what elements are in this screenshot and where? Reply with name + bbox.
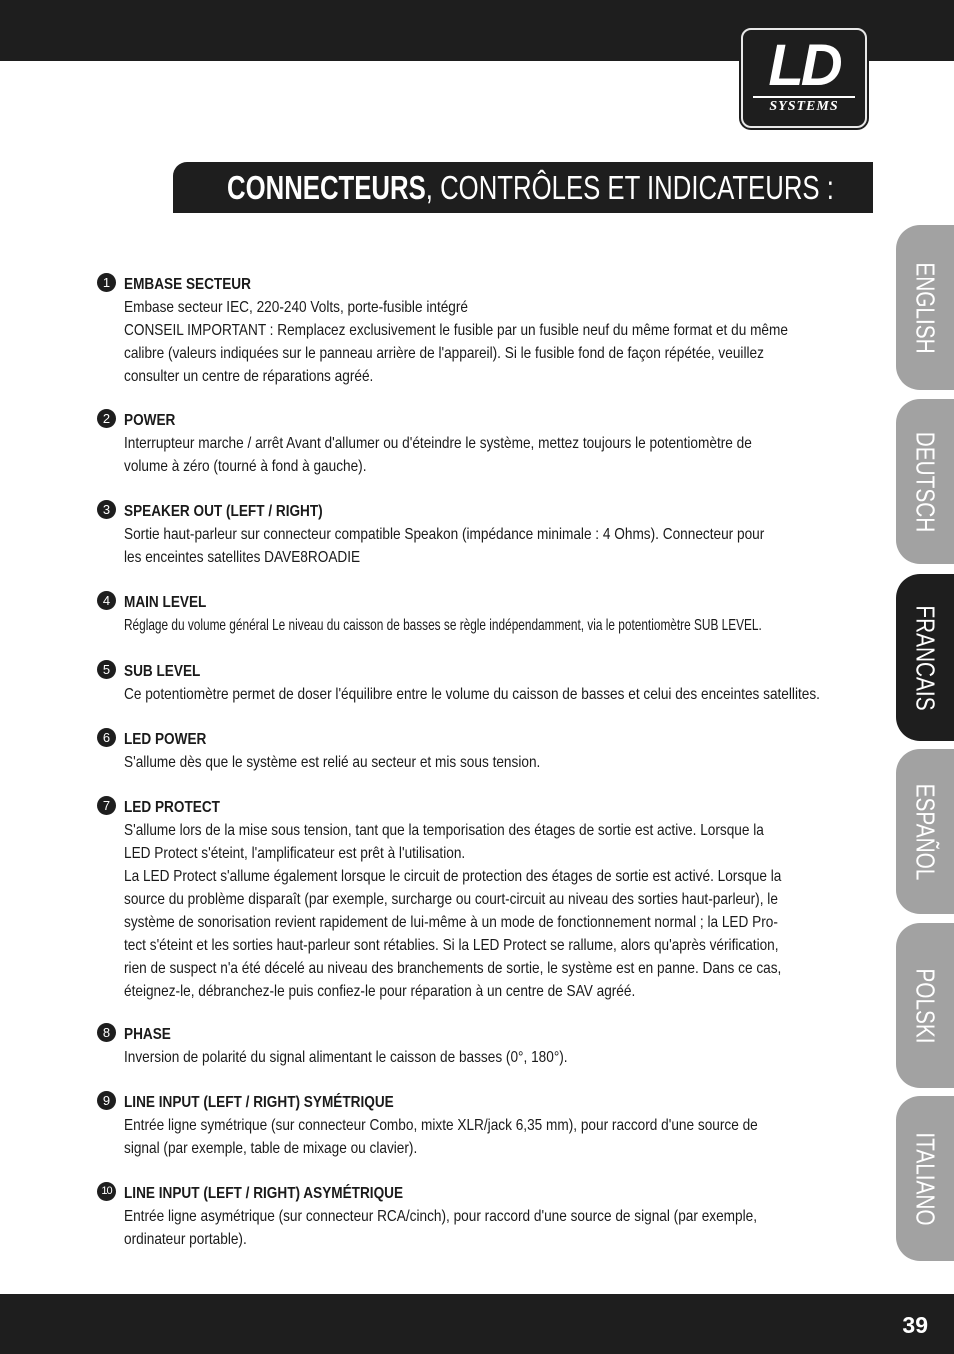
tab-label: ITALIANO <box>910 1131 941 1226</box>
page-title <box>227 162 834 213</box>
section-item <box>97 728 894 774</box>
section-title: POWER <box>124 412 176 429</box>
section-number-badge: 2 <box>97 409 116 428</box>
section-text-line: Réglage du volume général Le niveau du caisson de basses se règle indépendamment, via le potentiomètre SUB LEVEL. <box>124 617 762 634</box>
section-item <box>97 500 894 569</box>
tab-francais[interactable] <box>896 574 954 741</box>
page-number: 39 <box>902 1312 928 1338</box>
tab-espaol[interactable] <box>896 749 954 914</box>
section-title: LED PROTECT <box>124 799 220 816</box>
section-title: LINE INPUT (LEFT / RIGHT) ASYMÉTRIQUE <box>124 1185 404 1202</box>
section-text-line: Entrée ligne symétrique (sur connecteur Combo, mixte XLR/jack 6,35 mm), pour raccord d'une source de <box>124 1117 758 1134</box>
section-item <box>97 273 894 388</box>
section-title: SPEAKER OUT (LEFT / RIGHT) <box>124 503 323 520</box>
bottom-bar <box>0 1294 954 1354</box>
section-item <box>97 1182 894 1251</box>
tab-polski[interactable] <box>896 923 954 1088</box>
tab-label: POLSKI <box>910 967 941 1044</box>
section-item <box>97 409 894 478</box>
section-text-line: système de sonorisation revient rapidement de lui-même à un mode de fonctionnement normal ; la LED Pro- <box>124 914 778 931</box>
section-number-badge: 3 <box>97 500 116 519</box>
section-text-line: Interrupteur marche / arrêt Avant d'allumer ou d'éteindre le système, mettez toujours le potentiomètre de <box>124 435 752 452</box>
tab-deutsch[interactable] <box>896 399 954 564</box>
section-title: SUB LEVEL <box>124 663 201 680</box>
section-number-badge: 5 <box>97 660 116 679</box>
tab-label: FRANCAIS <box>910 604 941 711</box>
section-number-badge: 7 <box>97 796 116 815</box>
section-title: LINE INPUT (LEFT / RIGHT) SYMÉTRIQUE <box>124 1094 394 1111</box>
section-text-line: Sortie haut-parleur sur connecteur compatible Speakon (impédance minimale : 4 Ohms). Connecteur pour <box>124 526 765 543</box>
section-text-line: Embase secteur IEC, 220-240 Volts, porte-fusible intégré <box>124 299 469 316</box>
title-banner <box>173 162 873 213</box>
section-text-line: Entrée ligne asymétrique (sur connecteur RCA/cinch), pour raccord d'une source de signal (par exemple, <box>124 1208 758 1225</box>
section-text-line: S'allume dès que le système est relié au secteur et mis sous tension. <box>124 754 541 771</box>
section-number-badge: 8 <box>97 1023 116 1042</box>
tab-label: ENGLISH <box>910 261 941 354</box>
section-text-line: source du problème disparaît (par exemple, surcharge ou court-circuit au niveau des sorties haut-parleur), le <box>124 891 778 908</box>
section-title: MAIN LEVEL <box>124 594 207 611</box>
section-number-badge: 4 <box>97 591 116 610</box>
section-text-line: consulter un centre de réparations agréé. <box>124 368 374 385</box>
section-title: PHASE <box>124 1026 171 1043</box>
section-text-line: volume à zéro (tourné à fond à gauche). <box>124 458 367 475</box>
section-text-line: signal (par exemple, table de mixage ou clavier). <box>124 1140 418 1157</box>
section-text-line: Inversion de polarité du signal alimentant le caisson de basses (0°, 180°). <box>124 1049 568 1066</box>
page-title-rest: , CONTRÔLES ET INDICATEURS : <box>425 169 834 206</box>
logo-subtitle: SYSTEMS <box>753 96 855 118</box>
section-item <box>97 796 894 1003</box>
section-text-line: S'allume lors de la mise sous tension, tant que la temporisation des étages de sortie est active. Lorsque la <box>124 822 764 839</box>
tab-english[interactable] <box>896 225 954 390</box>
section-text-line: éteignez-le, débranchez-le puis confiez-le pour réparation à un centre de SAV agréé. <box>124 983 636 1000</box>
ld-systems-logo <box>741 28 867 128</box>
section-item <box>97 1091 894 1160</box>
section-text-line: LED Protect s'éteint, l'amplificateur est prêt à l'utilisation. <box>124 845 466 862</box>
section-text-line: les enceintes satellites DAVE8ROADIE <box>124 549 361 566</box>
section-number-badge: 1 <box>97 273 116 292</box>
section-text-line: La LED Protect s'allume également lorsque le circuit de protection des étages de sortie est activé. Lorsque la <box>124 868 782 885</box>
tab-italiano[interactable] <box>896 1096 954 1261</box>
section-text-line: CONSEIL IMPORTANT : Remplacez exclusivement le fusible par un fusible neuf du même format et du même <box>124 322 788 339</box>
section-number-badge: 6 <box>97 728 116 747</box>
section-number-badge: 9 <box>97 1091 116 1110</box>
tab-label: ESPAÑOL <box>910 783 941 880</box>
tab-label: DEUTSCH <box>910 431 941 532</box>
section-text-line: calibre (valeurs indiquées sur le panneau arrière de l'appareil). Si le fusible fond de façon répétée, veuillez <box>124 345 764 362</box>
section-text-line: rien de suspect n'a été décelé au niveau des branchements de sortie, le système est en panne. Dans ce cas, <box>124 960 782 977</box>
page-title-bold: CONNECTEURS <box>227 169 426 206</box>
section-text-line: ordinateur portable). <box>124 1231 247 1248</box>
section-item <box>97 1023 894 1069</box>
section-number-badge: 10 <box>97 1182 116 1201</box>
section-title: LED POWER <box>124 731 207 748</box>
section-text-line: tect s'éteint et les sorties haut-parleur sont rétablies. Si la LED Protect se rallume, alors qu'après vérification, <box>124 937 779 954</box>
logo-mark: LD <box>768 33 840 98</box>
section-item <box>97 660 894 706</box>
section-title: EMBASE SECTEUR <box>124 276 251 293</box>
section-item <box>97 591 894 637</box>
section-text-line: Ce potentiomètre permet de doser l'équilibre entre le volume du caisson de basses et celui des enceintes satellites. <box>124 686 820 703</box>
